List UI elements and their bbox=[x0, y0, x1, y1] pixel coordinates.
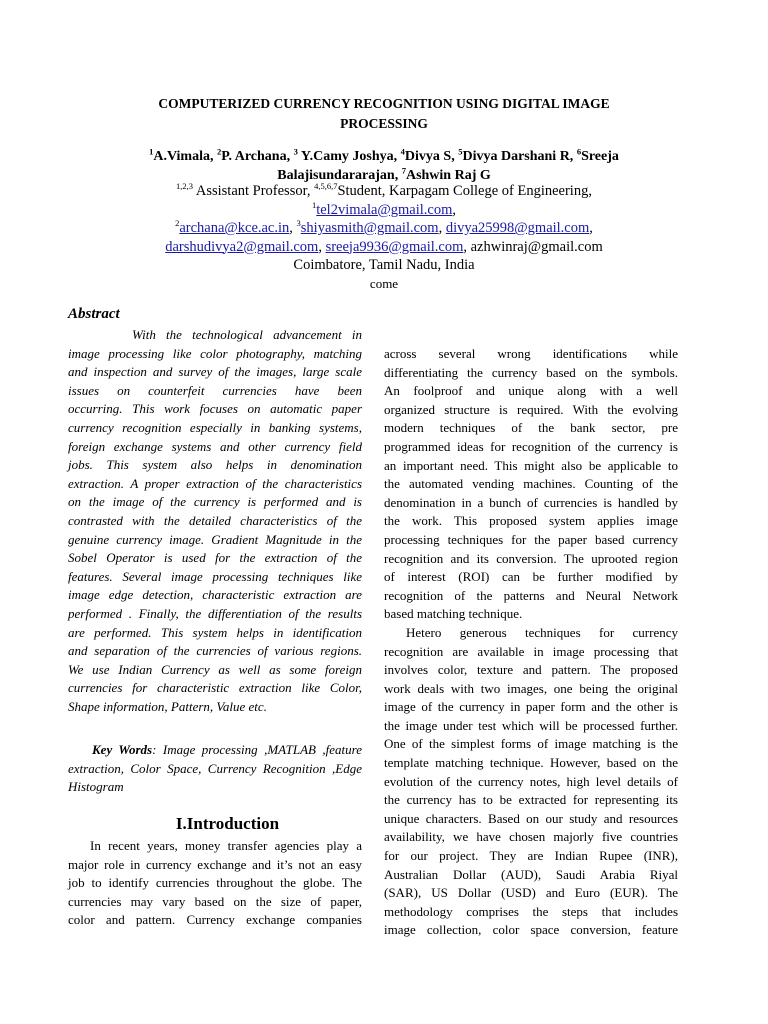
abstract-line: image processing like color photography, matching bbox=[68, 345, 362, 361]
abstract-line: currency recognition especially in banking systems, bbox=[68, 419, 362, 435]
body-line: the automated vending machines. Counting of the bbox=[384, 476, 678, 492]
body-line: organized structure is required. With the evolving bbox=[384, 401, 678, 417]
body-line: work deals with two images, one being the original bbox=[384, 680, 678, 696]
keywords-line-2: extraction, Color Space, Currency Recognition ,Edge bbox=[68, 760, 362, 776]
body-line: denomination in a bunch of currencies is handled by bbox=[384, 494, 678, 510]
body-line: across several wrong identifications while bbox=[384, 346, 678, 361]
body-line: (SAR), US Dollar (USD) and Euro (EUR). The bbox=[384, 885, 678, 901]
email-link-divya[interactable]: divya25998@gmail.com bbox=[445, 220, 590, 236]
stray-text: come bbox=[369, 275, 399, 291]
introduction-heading: I.Introduction bbox=[175, 814, 280, 833]
abstract-line: on the image of the currency is performed and is bbox=[68, 494, 362, 510]
affiliation-line: $^{1,2,3}$ Assistant Professor, $^{4,5,6,7}$Student, Karpagam College of Engineering, bbox=[176, 181, 592, 199]
abstract-line: and separation of the currencies of various regions. bbox=[68, 643, 362, 659]
abstract-line: occurring. This work focuses on automatic paper bbox=[68, 401, 362, 417]
body-line: of interest (ROI) can be further modified by bbox=[384, 569, 678, 585]
email-azhwinraj: , azhwinraj@gmail.com bbox=[463, 238, 603, 255]
authors-line-1: $^1$A.Vimala, $^2$P. Archana, $^3$ Y.Camy Joshya, $^4$Divya S, $^5$Divya Darshani R, $^6$Sreeja bbox=[149, 146, 619, 164]
body-line: recognition and its conversion. The uprooted region bbox=[384, 550, 678, 566]
keywords-line-3: Histogram bbox=[68, 779, 124, 795]
abstract-line: issues on counterfeit currencies have been bbox=[68, 382, 362, 398]
intro-line: In recent years, money transfer agencies play a bbox=[90, 838, 362, 853]
authors-line-2: Balajisundararajan, $^7$Ashwin Raj G bbox=[277, 165, 491, 183]
body-line: based matching technique. bbox=[384, 606, 523, 622]
body-line: availability, we have chosen majorly five countries bbox=[384, 829, 678, 845]
abstract-line: image edge detection, characteristic extraction are bbox=[68, 587, 362, 603]
email-line-3: darshudivya2@gmail.com, sreeja9936@gmail.com, azhwinraj@gmail.com bbox=[165, 238, 603, 255]
paper-title bbox=[0, 94, 768, 134]
keywords-label: Key Words bbox=[92, 742, 153, 757]
abstract-line: jobs. This system also helps in denomination bbox=[68, 457, 362, 473]
abstract-heading: Abstract bbox=[68, 306, 120, 322]
abstract-line: We use Indian Currency as well as some foreign bbox=[68, 661, 362, 677]
intro-line: currencies may vary based on the size of paper, bbox=[68, 893, 362, 909]
email-link-darshudivya[interactable]: darshudivya2@gmail.com bbox=[165, 238, 319, 255]
body-line: the image under test which will be processed further. bbox=[384, 717, 678, 733]
location-line: Coimbatore, Tamil Nadu, India bbox=[293, 257, 475, 273]
email-line-1: $^1$tel2vimala@gmail.com, bbox=[311, 199, 457, 218]
abstract-line: are performed. This system helps in identification bbox=[68, 624, 362, 640]
email-link-sreeja[interactable]: sreeja9936@gmail.com bbox=[325, 238, 464, 255]
email-link-shiyasmith[interactable]: shiyasmith@gmail.com bbox=[300, 220, 439, 236]
body-line: the currency has to be extracted for representing its bbox=[384, 792, 678, 808]
introduction-body bbox=[68, 837, 362, 930]
abstract-line: contrasted with the detailed characteristics of the bbox=[68, 512, 362, 528]
abstract-line: With the technological advancement in bbox=[132, 327, 362, 342]
body-line: evolution of the currency notes, high level details of bbox=[384, 773, 678, 789]
title-line-2: PROCESSING bbox=[340, 116, 428, 131]
intro-line: major role in currency exchange and it’s not an easy bbox=[68, 856, 362, 872]
body-line: template matching technique. However, based on the bbox=[384, 755, 678, 771]
body-line: unique characters. Based on our study and resources bbox=[384, 810, 678, 826]
body-line: modern techniques of the bank sector, pre bbox=[384, 420, 678, 436]
email-link-vimala[interactable]: tel2vimala@gmail.com bbox=[316, 201, 453, 218]
abstract-line: and inspection and survey of the images, large scale bbox=[68, 364, 362, 380]
body-line: the work. This proposed system applies image bbox=[384, 513, 678, 529]
abstract-line: Shape information, Pattern, Value etc. bbox=[68, 698, 267, 714]
intro-line: color and pattern. Currency exchange companies bbox=[68, 912, 362, 928]
affiliation-block bbox=[0, 182, 768, 293]
body-line: an important need. This might also be applicable to bbox=[384, 457, 678, 473]
body-line: Australian Dollar (AUD), Saudi Arabia Riyal bbox=[384, 866, 678, 882]
email-link-archana[interactable]: archana@kce.ac.in bbox=[179, 220, 290, 236]
abstract-line: features. Several image processing techniques like bbox=[68, 568, 362, 584]
keywords-line-1: Key Words: Image processing ,MATLAB ,feature bbox=[92, 742, 362, 757]
body-line: programmed ideas for recognition of the currency is bbox=[384, 438, 678, 454]
email-line-2: $^2$archana@kce.ac.in, $^3$shiyasmith@gmail.com, divya25998@gmail.com, bbox=[175, 218, 593, 236]
abstract-line: performed . Finally, the differentiation of the results bbox=[68, 605, 362, 621]
title-line-1: COMPUTERIZED CURRENCY RECOGNITION USING DIGITAL IMAGE bbox=[158, 96, 610, 111]
body-line: processing techniques for the paper based currency bbox=[384, 531, 678, 547]
body-line: for our project. They are Indian Rupee (INR), bbox=[384, 848, 678, 864]
body-line: Hetero generous techniques for currency bbox=[406, 624, 678, 640]
body-line: One of the simplest forms of image matching is the bbox=[384, 736, 678, 752]
abstract-line: currencies for characteristic extraction like Color, bbox=[68, 680, 362, 696]
body-line: recognition are available in image processing that bbox=[384, 643, 678, 659]
abstract-line: genuine currency image. Gradient Magnitude in the bbox=[68, 531, 362, 547]
body-line: involves color, texture and pattern. The proposed bbox=[384, 662, 678, 678]
body-line: image of the currency in paper form and the other is bbox=[384, 699, 678, 715]
author-list bbox=[0, 147, 768, 185]
body-line: An foolproof and unique along with a well bbox=[384, 383, 678, 399]
body-line: recognition of the patterns and Neural Network bbox=[384, 587, 678, 603]
right-column-body bbox=[384, 345, 678, 940]
abstract-line: extraction. A proper extraction of the characteristics bbox=[68, 475, 362, 491]
abstract-line: foreign exchange systems and other currency field bbox=[68, 438, 362, 454]
abstract-body bbox=[68, 326, 362, 716]
body-line: methodology comprises the steps that includes bbox=[384, 903, 678, 919]
keywords-block bbox=[68, 741, 362, 797]
body-line: differentiating the currency based on the symbols. bbox=[384, 364, 678, 380]
intro-line: job to identify currencies throughout the globe. The bbox=[68, 875, 362, 891]
abstract-line: Sobel Operator is used for the extraction of the bbox=[68, 550, 362, 566]
body-line: image collection, color space conversion, feature bbox=[384, 922, 678, 938]
